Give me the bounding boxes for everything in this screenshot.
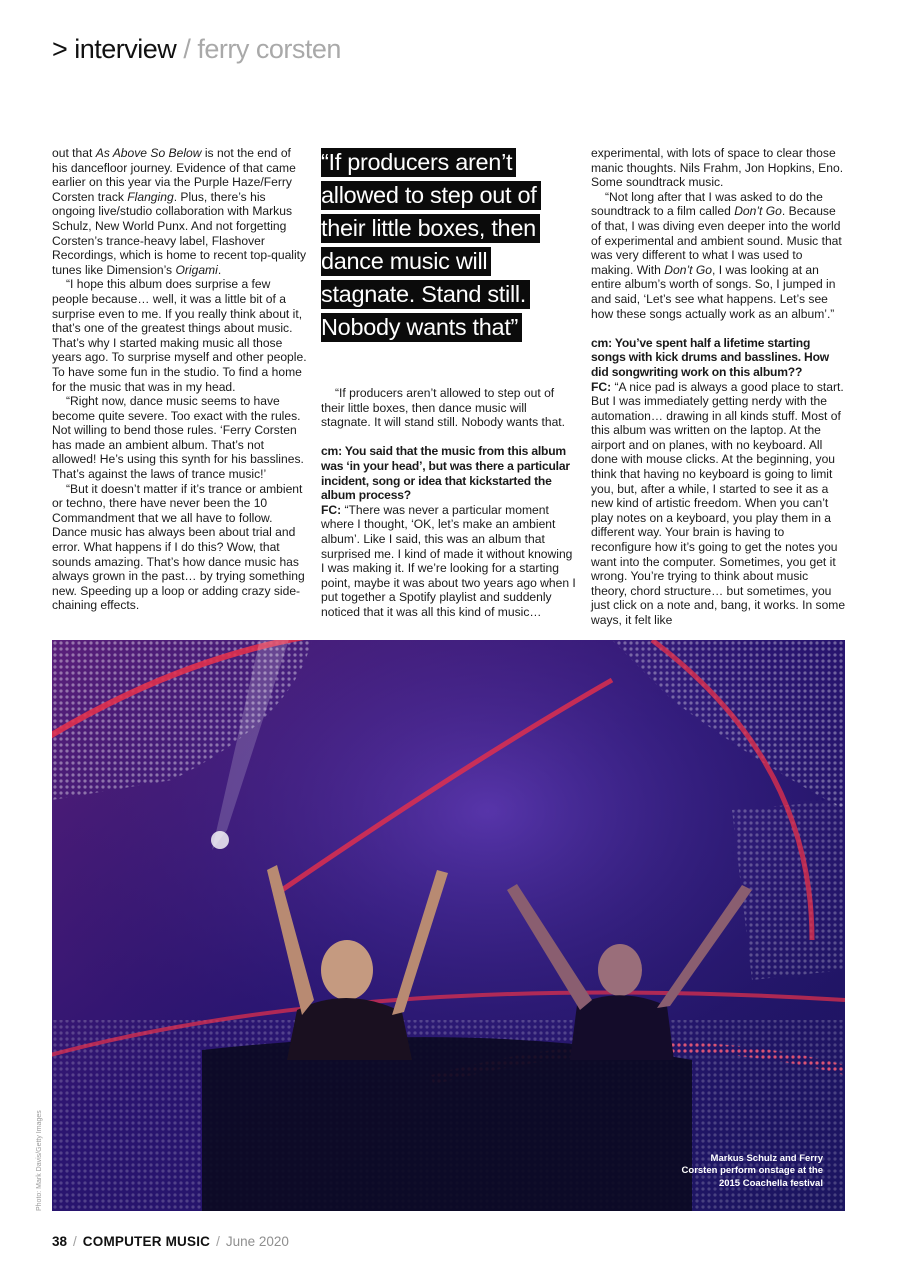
footer-separator: / [216,1234,220,1249]
concert-photo [52,640,845,1211]
interview-subject: / ferry corsten [176,34,341,64]
photo-credit: Photo: Mark Davis/Getty Images [36,1110,43,1211]
paragraph: out that As Above So Below is not the end of his dancefloor journey. Evidence of that came earlier on this year via the Purple Haze/Ferry Corsten track Flanging. Plus, there’s his ongoing live/studio collaboration with Markus Schulz, New World Punx. And not forgetting Corsten’s trance-heavy label, Flashover Recordings, which is home to recent top-quality tunes like Dimension’s Origami. [52,146,307,277]
stage-illustration [52,640,845,1211]
paragraph: “But it doesn’t matter if it’s trance or ambient or techno, there have never been the 10 Commandment that we all have to follow. Dance music has always been about trial and error. What happens if I do this? Wow, that sounds amazing. That’s how dance music has always grown in the past… by trying something new. Speeding up a loop or adding crazy side-chaining effects. [52,481,305,613]
paragraph: “Right now, dance music seems to have become quite severe. Too exact with the rules. Not willing to bend those rules. ‘Ferry Corsten has made an ambient album. That’s not allowed! He’s using this synth for his basslines. That’s against the laws of trance music!’ [52,394,304,482]
interview-question: cm: You said that the music from this album was ‘in your head’, but was there a particular incident, song or idea that kickstarted the album process? [321,444,570,503]
paragraph: “If producers aren’t allowed to step out of their little boxes, then dance music will stagnate. It will stand still. Nobody wants that. [321,386,566,430]
section-label: > interview [52,34,177,64]
interview-answer: FC: “A nice pad is always a good place to start. But I was immediately getting nerdy with the automation… drawing in all kinds stuff. Most of this album was written on the laptop. At the airport and on planes, with no keyboard. All done with mouse clicks. At the beginning, you think that having no keyboard is going to limit you, but, after a while, I started to see it as a new kind of artistic freedom. When you can’t play notes on a keyboard, you play them in a different way. Your brain is having to reconfigure how it’s going to get the notes you want into the computer. Sometimes, you get it wrong. You’re trying to think about music theory, chord structure… but sometimes, you just click on a note and, bang, it works. In some ways, it felt like [591,379,846,627]
photo-caption: Markus Schulz and Ferry Corsten perform onstage at the 2015 Coachella festival [681,1152,823,1189]
section-header [52,34,341,65]
page-footer [52,1234,289,1249]
magazine-name: COMPUTER MUSIC [82,1234,211,1249]
text-column-1 [52,146,308,613]
issue-date: June 2020 [225,1234,289,1249]
interview-question: cm: You’ve spent half a lifetime starting songs with kick drums and basslines. How did songwriting work on this album?? [591,335,829,379]
text-column-3 [591,146,847,628]
footer-separator: / [73,1234,77,1249]
pull-quote: “If producers aren’t allowed to step out of their little boxes, then dance music will stagnate. Stand still. Nobody wants that” [321,146,577,344]
paragraph: experimental, with lots of space to clear those manic thoughts. Nils Frahm, Jon Hopkins, Eno. Some soundtrack music. [591,146,844,190]
paragraph: “I hope this album does surprise a few people because… well, it was a little bit of a surprise even to me. If you really think about it, that’s one of the greatest things about music. That’s why I started making music all those years ago. To surprise myself and other people. To have some fun in the studio. To find a home for the music that was in my head. [52,277,307,394]
text-column-2 [321,146,577,620]
page-number: 38 [52,1234,68,1249]
interview-answer: FC: “There was never a particular moment where I thought, ‘OK, let’s make an ambient album’. Like I said, this was an album that surprised me. I kind of made it without knowing I was making it. If we’re looking for a starting point, maybe it was about two years ago when I put together a Spotify playlist and suddenly noticed that it was all this kind of music… [321,502,576,619]
paragraph: “Not long after that I was asked to do the soundtrack to a film called Don’t Go. Because of that, I was diving even deeper into the world of experimental and ambient sound. Music that was very different to what I was used to making. With Don’t Go, I was looking at an entire album’s worth of songs. So, I jumped in and said, ‘Let’s see what happens. Let’s see how these songs actually work as an album’.” [591,189,842,321]
